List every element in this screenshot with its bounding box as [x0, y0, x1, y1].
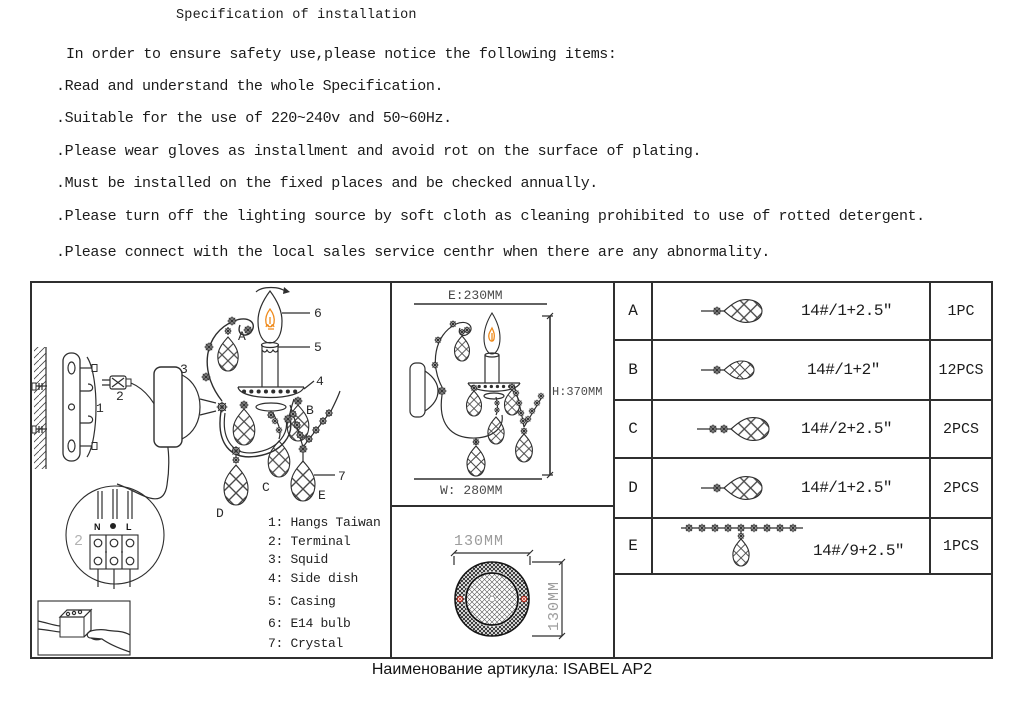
part-qty: 12PCS — [938, 361, 984, 379]
crystal-diagram-c — [693, 412, 773, 446]
part-cell — [653, 519, 931, 573]
intro-line: In order to ensure safety use,please notice the following items: — [66, 46, 617, 63]
callout-4: 4 — [316, 374, 324, 389]
bulb-and-casing — [256, 287, 310, 387]
crystal-a — [218, 337, 238, 371]
note-line: .Please wear gloves as installment and avoid rot on the surface of plating. — [56, 143, 702, 160]
note-line: .Please turn off the lighting source by soft cloth as cleaning prohibited to use of rotted detergent. — [56, 208, 925, 225]
plate-width-label: 130MM — [454, 533, 505, 550]
crystal-diagram-e — [677, 520, 811, 570]
ground-screw — [110, 523, 116, 529]
legend-item: 2: Terminal — [268, 534, 351, 549]
mounting-strap — [63, 353, 97, 461]
callout-E: E — [318, 488, 326, 503]
legend-item: 3: Squid — [268, 552, 329, 567]
part-cell — [653, 341, 931, 399]
callout-5: 5 — [314, 340, 322, 355]
part-qty: 1PC — [947, 302, 975, 320]
note-line: .Read and understand the whole Specification. — [56, 78, 444, 95]
part-cell — [653, 283, 931, 339]
part-size: 14#/1+2″ — [807, 361, 880, 379]
part-size: 14#/2+2.5″ — [801, 420, 893, 438]
part-letter: A — [615, 283, 653, 339]
dim-extension-label: E:230MM — [448, 288, 503, 303]
diagram-box — [30, 281, 993, 659]
table-row — [615, 283, 991, 341]
crystal-d — [224, 465, 248, 505]
terminal-n-label: N — [94, 522, 101, 532]
part-letter: C — [615, 401, 653, 457]
table-row — [615, 459, 991, 519]
crystal-diagram-a — [697, 294, 771, 328]
page-title: Specification of installation — [176, 8, 417, 23]
note-line: .Must be installed on the fixed places and be checked annually. — [56, 175, 598, 192]
legend-item: 6: E14 bulb — [268, 616, 351, 631]
table-row — [615, 341, 991, 401]
backplate — [154, 367, 227, 447]
part-letter: D — [615, 459, 653, 517]
article-caption: Наименование артикула: ISABEL AP2 — [371, 661, 653, 678]
plate-height-label: 130MM — [546, 580, 563, 631]
callout-3: 3 — [180, 362, 188, 377]
callout-D: D — [216, 506, 224, 521]
legend-item: 7: Crystal — [268, 636, 344, 651]
callout-7: 7 — [338, 469, 346, 484]
crystal-e — [291, 461, 315, 501]
part-qty: 2PCS — [942, 420, 979, 438]
dim-height-label: H:370MM — [552, 385, 603, 399]
crystal-c — [268, 441, 290, 477]
part-cell — [653, 401, 931, 457]
crystal-b — [233, 409, 255, 445]
part-size: 14#/9+2.5″ — [813, 542, 905, 560]
part-letter: B — [615, 341, 653, 399]
dimension-view-panel — [390, 283, 613, 507]
wiring-hand-inset — [38, 601, 130, 655]
table-row — [615, 401, 991, 459]
note-line: .Suitable for the use of 220~240v and 50~60Hz. — [56, 110, 452, 127]
legend-item: 5: Casing — [268, 594, 336, 609]
exploded-view-drawing — [32, 283, 390, 657]
wall-hatch — [34, 347, 46, 469]
terminal-l-label: L — [126, 522, 132, 532]
callout-1: 1 — [96, 401, 104, 416]
part-qty: 1PCS — [942, 537, 979, 555]
wall-plate-panel — [390, 507, 613, 657]
crystal-diagram-d — [697, 471, 771, 505]
part-size: 14#/1+2.5″ — [801, 479, 893, 497]
wall-plate-drawing — [392, 507, 613, 655]
callout-C: C — [262, 480, 270, 495]
plate-screw-right — [521, 596, 526, 601]
table-row — [615, 519, 991, 575]
detail-circle-label: 2 — [74, 533, 84, 550]
exploded-view-panel — [32, 283, 390, 657]
callout-6: 6 — [314, 306, 322, 321]
part-letter: E — [615, 519, 653, 573]
legend-item: 1: Hangs Taiwan — [268, 515, 381, 530]
callout-A: A — [238, 329, 246, 344]
part-cell — [653, 459, 931, 517]
part-size: 14#/1+2.5″ — [801, 302, 893, 320]
parts-table — [613, 283, 991, 657]
part-qty: 2PCS — [942, 479, 979, 497]
callout-B: B — [306, 403, 314, 418]
note-line: .Please connect with the local sales service centhr when there are any abnormality. — [56, 244, 770, 261]
callout-2: 2 — [116, 389, 124, 404]
dim-width-label: W: 280MM — [440, 483, 503, 498]
legend-item: 4: Side dish — [268, 571, 359, 586]
crystal-diagram-b — [697, 353, 761, 387]
dimension-drawing — [392, 283, 613, 505]
plate-screw-left — [457, 596, 462, 601]
